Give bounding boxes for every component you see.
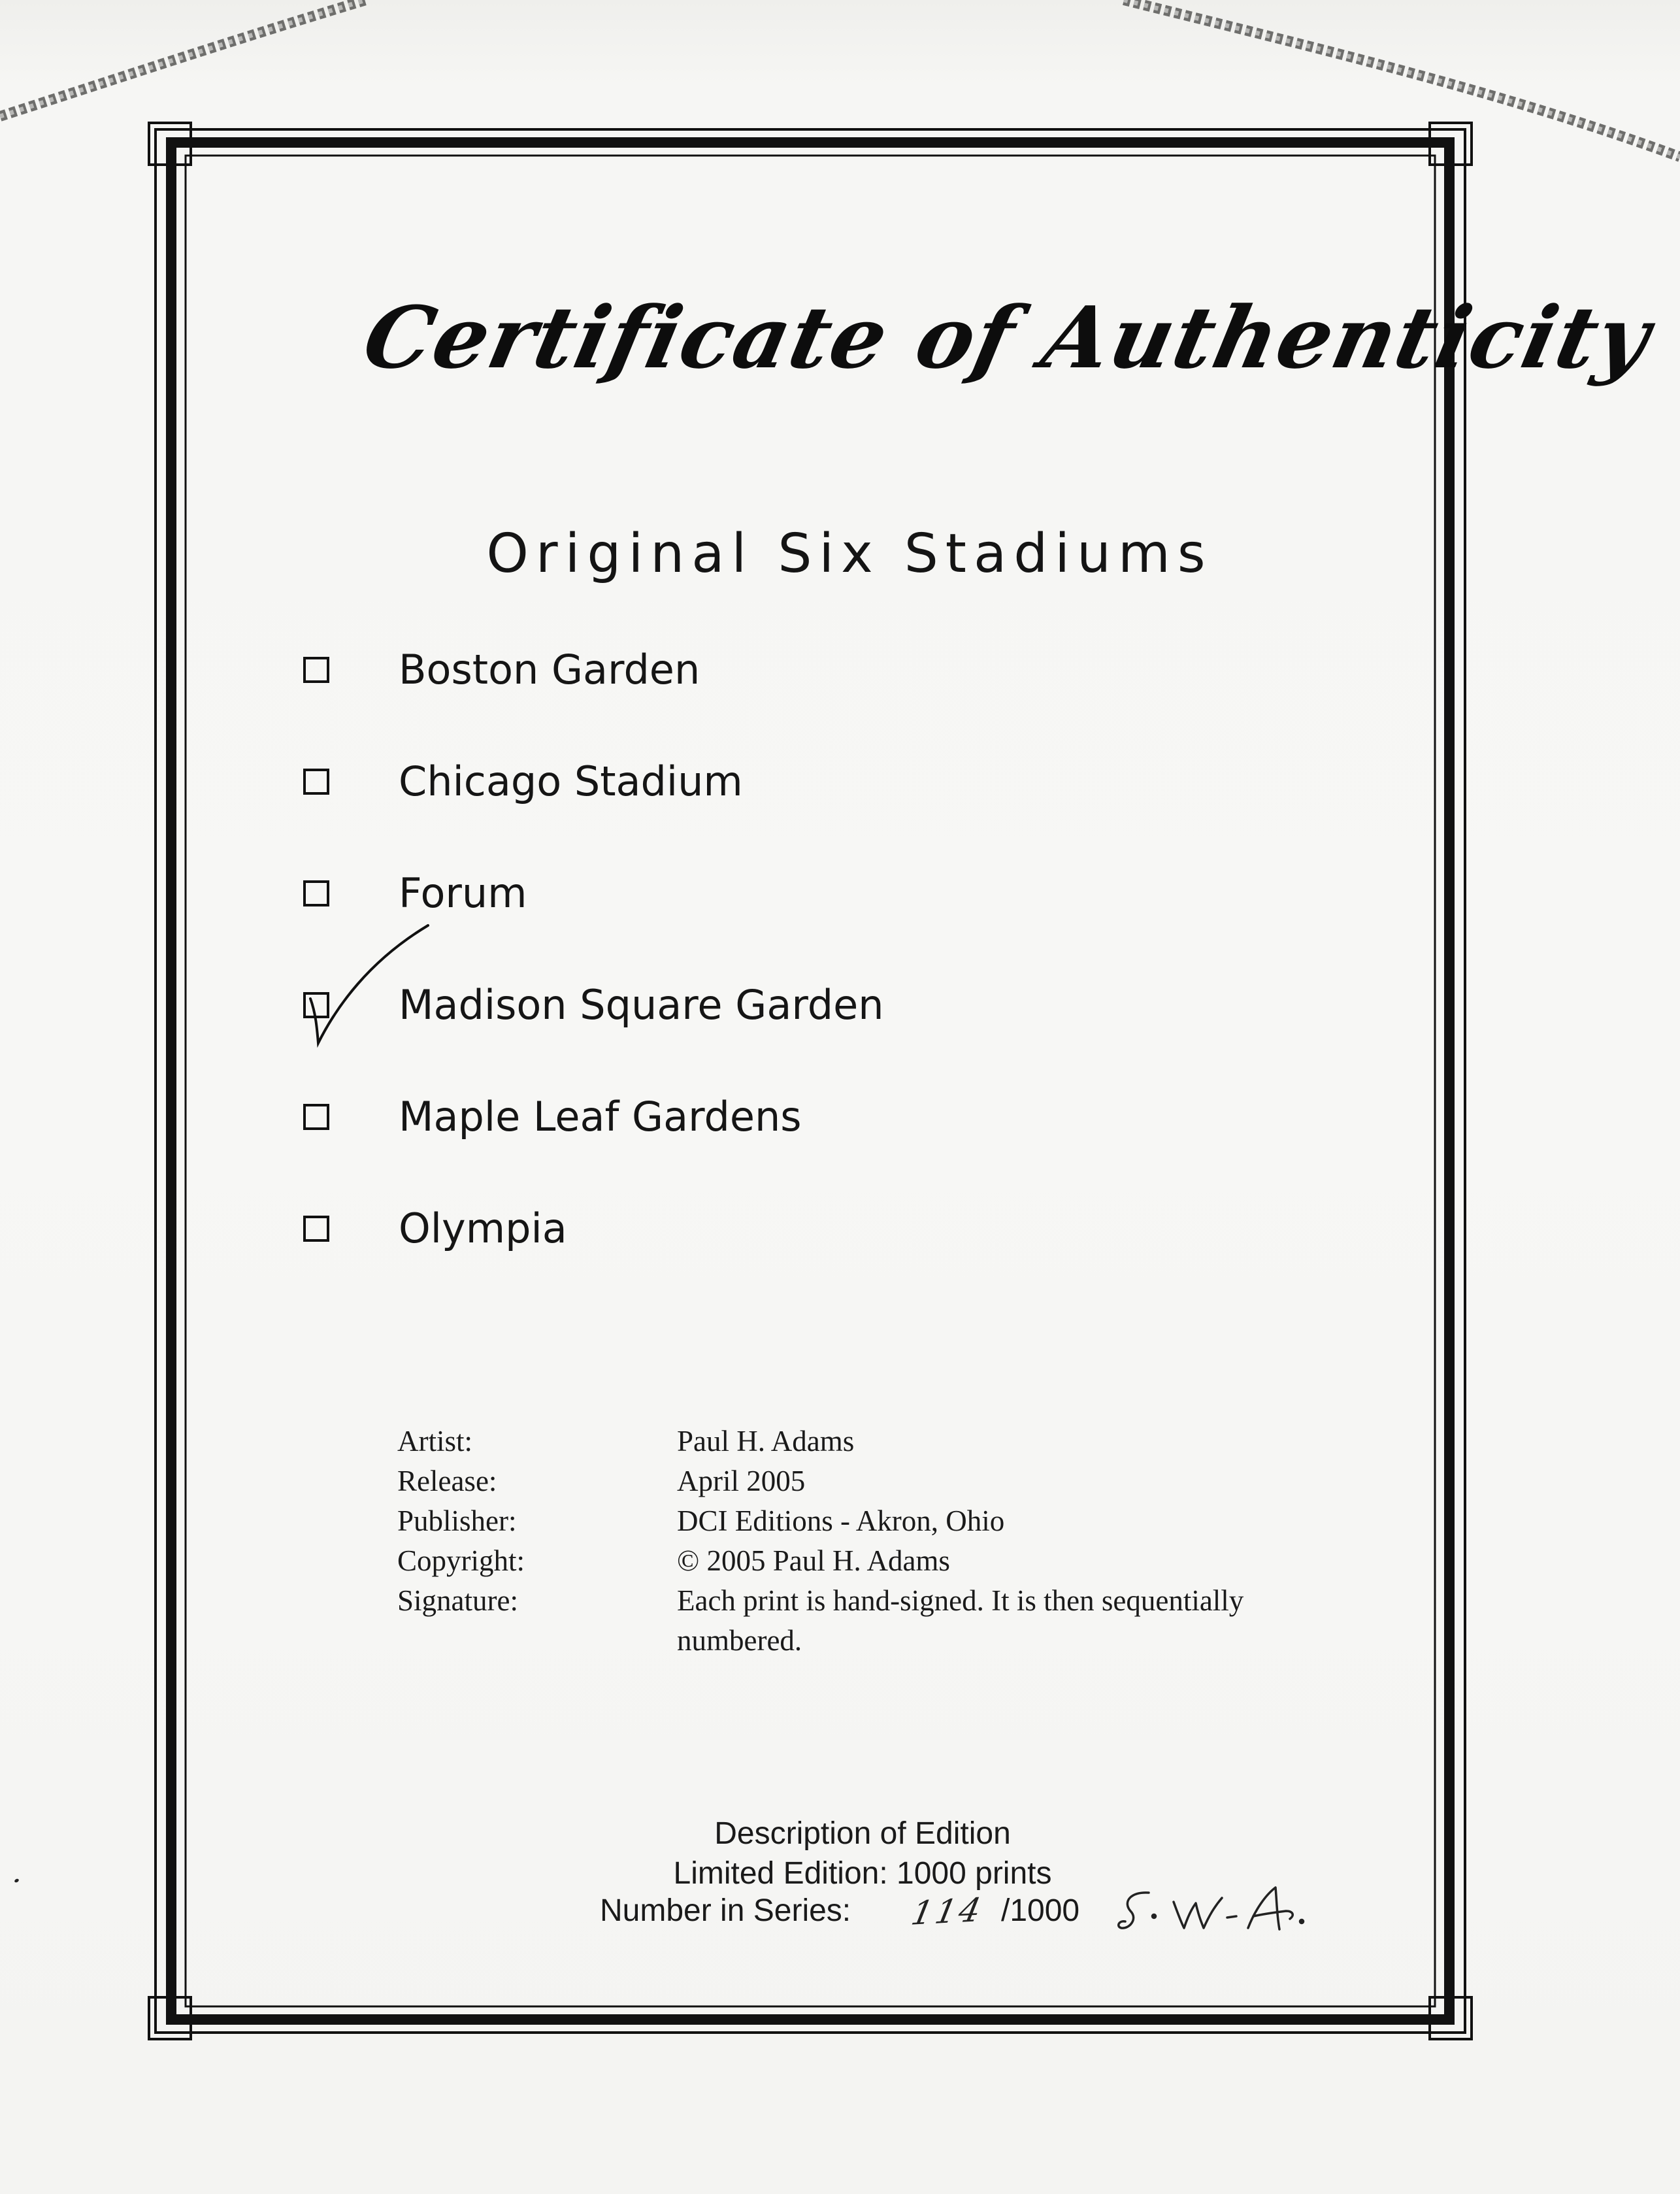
- checkbox[interactable]: [303, 1104, 329, 1130]
- detail-label: Publisher:: [397, 1504, 517, 1537]
- stadium-item-maple-leaf-gardens[interactable]: [301, 1091, 1281, 1203]
- certificate-title: Certificate of Authenticity: [355, 288, 1660, 388]
- series-number-row: [600, 1891, 1384, 1936]
- checkbox[interactable]: [303, 1216, 329, 1242]
- detail-row-publisher: [397, 1501, 1377, 1541]
- stadium-item-chicago-stadium[interactable]: [301, 756, 1281, 867]
- edition-limited: Limited Edition: 1000 prints: [673, 1856, 1052, 1891]
- detail-value: April 2005: [677, 1465, 806, 1497]
- detail-label: Release:: [397, 1465, 497, 1497]
- stadium-label: Maple Leaf Gardens: [399, 1093, 802, 1140]
- stadium-label: Olympia: [399, 1205, 567, 1252]
- stadium-label: Chicago Stadium: [399, 757, 743, 805]
- stadium-item-madison-square-garden[interactable]: [301, 979, 1281, 1091]
- series-subtitle: Original Six Stadiums: [486, 523, 1213, 585]
- detail-label: Copyright:: [397, 1544, 525, 1577]
- stadium-item-forum[interactable]: [301, 867, 1281, 979]
- checkbox[interactable]: [303, 880, 329, 906]
- stadium-item-olympia[interactable]: [301, 1203, 1281, 1314]
- detail-label: Signature:: [397, 1584, 518, 1617]
- handwritten-series-number: 114: [908, 1891, 987, 1933]
- stadium-checklist: [301, 644, 1281, 1314]
- stadium-label: Boston Garden: [399, 646, 700, 693]
- detail-value: DCI Editions - Akron, Ohio: [677, 1504, 1005, 1537]
- print-details: [397, 1421, 1377, 1661]
- detail-row-artist: [397, 1421, 1377, 1461]
- checkbox[interactable]: [303, 769, 329, 795]
- stadium-item-boston-garden[interactable]: [301, 644, 1281, 756]
- detail-value: © 2005 Paul H. Adams: [677, 1544, 950, 1577]
- detail-value: Each print is hand-signed. It is then sequentially numbered.: [677, 1584, 1244, 1657]
- detail-row-release: [397, 1461, 1377, 1501]
- checkbox-checked[interactable]: [303, 992, 329, 1018]
- stadium-label: Forum: [399, 869, 527, 917]
- detail-value: Paul H. Adams: [677, 1425, 855, 1457]
- edition-heading: Description of Edition: [714, 1816, 1011, 1851]
- checkbox[interactable]: [303, 657, 329, 683]
- detail-row-signature: [397, 1581, 1377, 1661]
- detail-row-copyright: [397, 1541, 1377, 1581]
- detail-label: Artist:: [397, 1425, 473, 1457]
- series-label: Number in Series:: [600, 1893, 851, 1928]
- series-total: /1000: [1001, 1893, 1080, 1928]
- edition-description: [536, 1814, 1189, 1893]
- stadium-label: Madison Square Garden: [399, 981, 884, 1029]
